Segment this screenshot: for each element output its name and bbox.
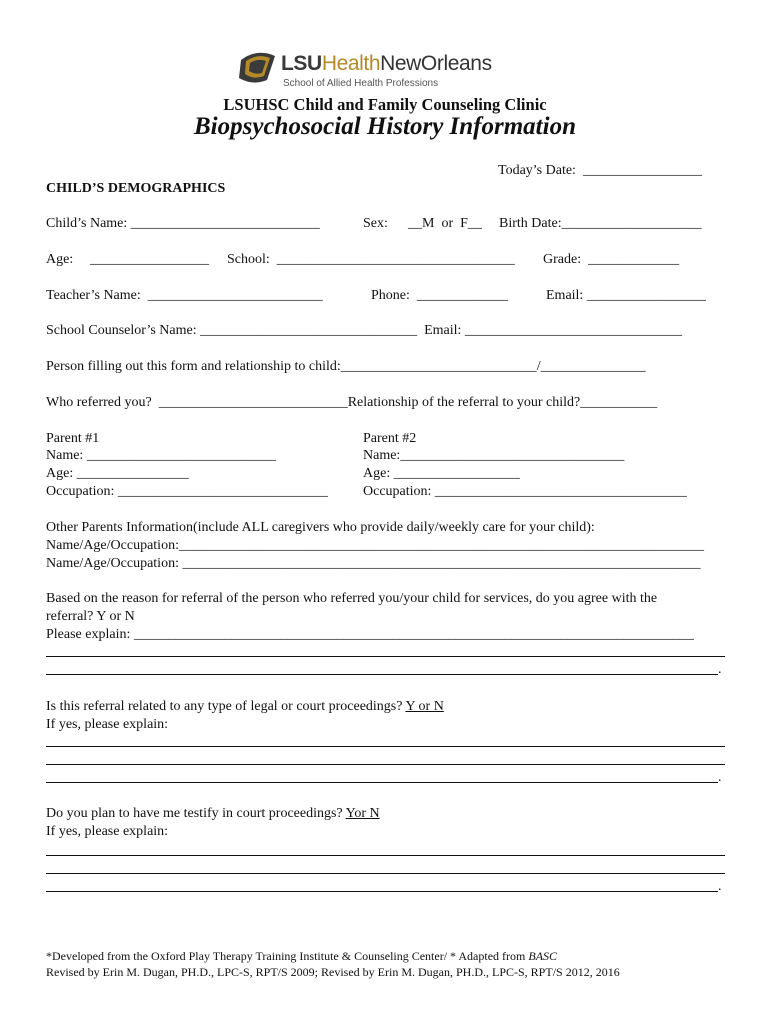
legal-end-dot: .	[718, 770, 722, 785]
legal-explain-line-3[interactable]	[46, 782, 718, 783]
referral-explain-line-2[interactable]	[46, 674, 718, 675]
school-counselor-field[interactable]: School Counselor’s Name: _______________________________ Email: _______________________________	[46, 323, 682, 338]
testify-yes-no[interactable]: Yor N	[345, 806, 380, 821]
testify-question: Do you plan to have me testify in court proceedings? Yor N	[46, 806, 380, 821]
childs-name-field[interactable]: Child’s Name: ___________________________	[46, 216, 320, 231]
grade-field[interactable]: Grade: _____________	[543, 252, 680, 267]
referral-explain-field[interactable]: Please explain: ________________________________________________________________________________	[46, 627, 694, 642]
legal-explain-label: If yes, please explain:	[46, 717, 169, 732]
other-caregiver-1-field[interactable]: Name/Age/Occupation:___________________________________________________________________________	[46, 538, 704, 553]
email-field[interactable]: Email: _________________	[546, 288, 706, 303]
referral-end-dot: .	[718, 662, 722, 677]
legal-explain-line-2[interactable]	[46, 764, 725, 765]
parent-2-heading: Parent #2	[363, 431, 417, 446]
teacher-name-field[interactable]: Teacher’s Name: _________________________	[46, 288, 323, 303]
logo-subtitle: School of Allied Health Professions	[283, 78, 439, 89]
demographics-heading: CHILD’S DEMOGRAPHICS	[46, 181, 226, 196]
age-field[interactable]: _________________	[90, 252, 209, 267]
testify-explain-label: If yes, please explain:	[46, 824, 169, 839]
legal-yes-no[interactable]: Y or N	[405, 699, 444, 714]
testify-end-dot: .	[718, 879, 722, 894]
sex-field[interactable]: __M or F__	[408, 216, 482, 231]
other-parents-heading: Other Parents Information(include ALL caregivers who provide daily/weekly care for your child):	[46, 520, 595, 535]
lsu-health-logo	[237, 50, 537, 94]
parent-2-occupation-field[interactable]: Occupation: ____________________________________	[363, 484, 687, 499]
footer-credits: *Developed from the Oxford Play Therapy Training Institute & Counseling Center/ * Adapted from BASC	[46, 949, 558, 963]
todays-date-field[interactable]: Today’s Date: _________________	[498, 163, 702, 178]
form-title: Biopsychosocial History Information	[194, 113, 576, 140]
parent-1-heading: Parent #1	[46, 431, 100, 446]
legal-question: Is this referral related to any type of legal or court proceedings? Y or N	[46, 699, 444, 714]
clinic-name: LSUHSC Child and Family Counseling Clinic	[223, 95, 547, 114]
person-filling-field[interactable]: Person filling out this form and relationship to child:____________________________/_______________	[46, 359, 646, 374]
school-field[interactable]: School: __________________________________	[227, 252, 515, 267]
logo-wordmark: LSUHealthNewOrleans	[281, 52, 492, 75]
parent-2-age-field[interactable]: Age: __________________	[363, 466, 520, 481]
who-referred-field[interactable]: Who referred you? ___________________________Relationship of the referral to your child?___________	[46, 395, 658, 410]
testify-explain-line-2[interactable]	[46, 873, 725, 874]
sex-label: Sex:	[363, 216, 388, 231]
birth-date-field[interactable]: Birth Date:____________________	[499, 216, 702, 231]
lsu-shield-icon	[237, 50, 277, 86]
referral-explain-line-1[interactable]	[46, 656, 725, 657]
footer-revisions: Revised by Erin M. Dugan, PH.D., LPC-S, RPT/S 2009; Revised by Erin M. Dugan, PH.D., LPC-S, RPT/S 2012, 2016	[46, 965, 620, 979]
phone-field[interactable]: Phone: _____________	[371, 288, 508, 303]
parent-1-name-field[interactable]: Name: ___________________________	[46, 448, 276, 463]
parent-2-name-field[interactable]: Name:________________________________	[363, 448, 625, 463]
referral-agree-question: Based on the reason for referral of the person who referred you/your child for services, do you agree with the	[46, 591, 658, 606]
testify-explain-line-1[interactable]	[46, 855, 725, 856]
other-caregiver-2-field[interactable]: Name/Age/Occupation: __________________________________________________________________________	[46, 556, 701, 571]
testify-explain-line-3[interactable]	[46, 891, 718, 892]
parent-1-age-field[interactable]: Age: ________________	[46, 466, 189, 481]
parent-1-occupation-field[interactable]: Occupation: ______________________________	[46, 484, 328, 499]
age-label: Age:	[46, 252, 74, 267]
referral-agree-yes-no[interactable]: referral? Y or N	[46, 609, 135, 624]
legal-explain-line-1[interactable]	[46, 746, 725, 747]
